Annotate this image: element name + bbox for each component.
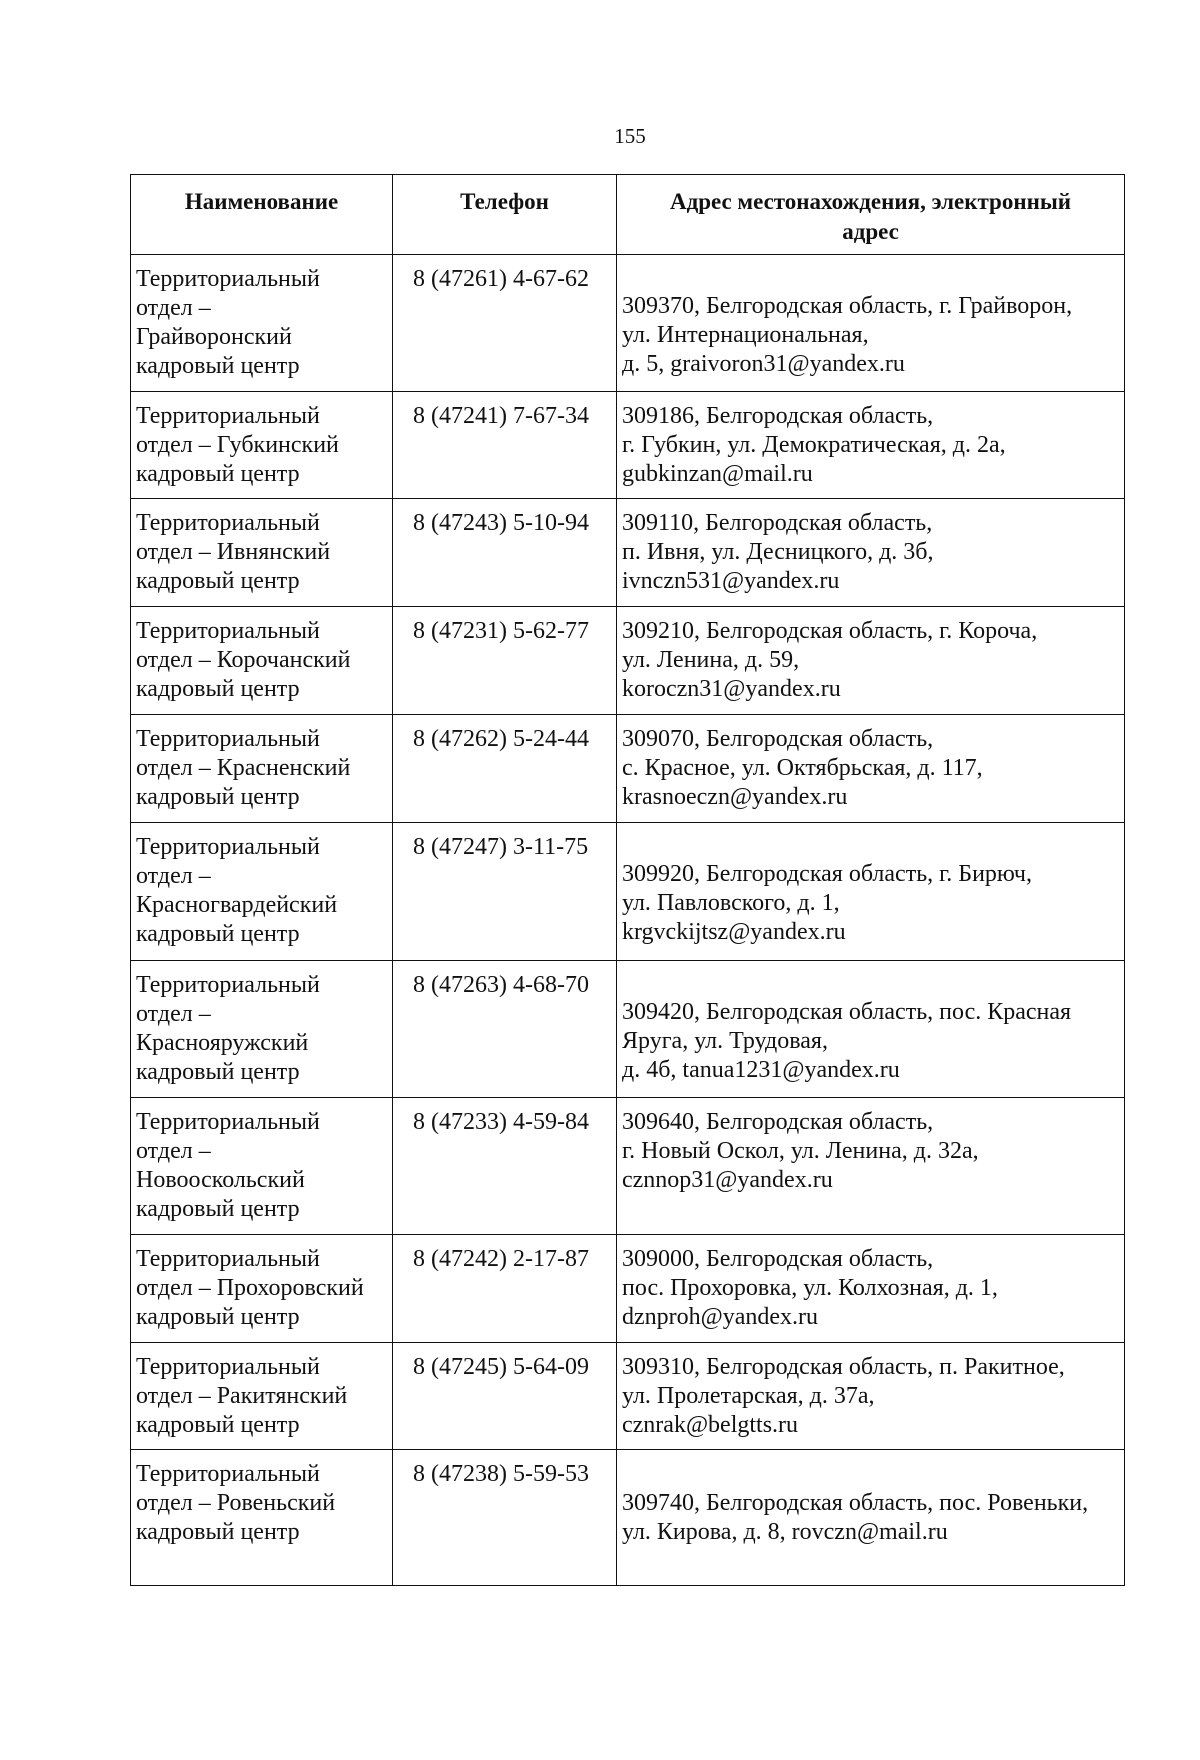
header-phone: Телефон	[393, 175, 617, 255]
office-address-line: 309110, Белгородская область,	[622, 510, 933, 536]
office-address-line: г. Губкин, ул. Демократическая, д. 2а,	[622, 432, 1006, 458]
office-name-line: Новооскольский	[136, 1167, 305, 1193]
office-phone: 8 (47238) 5-59-53	[393, 1450, 617, 1586]
office-name-line: Территориальный	[136, 1109, 320, 1135]
office-address-line: 309420, Белгородская область, пос. Красная	[622, 998, 1072, 1025]
office-name	[131, 1235, 393, 1343]
office-name-line: кадровый центр	[136, 353, 300, 379]
office-name-line: Территориальный	[136, 1461, 320, 1487]
office-address	[617, 255, 1125, 392]
office-address	[617, 961, 1125, 1098]
office-address-line: cznrak@belgtts.ru	[622, 1412, 799, 1438]
table-row	[131, 1235, 1125, 1343]
header-address	[617, 175, 1125, 255]
office-name-line: кадровый центр	[136, 1412, 300, 1438]
table-header-row	[131, 175, 1125, 255]
office-address-line: koroczn31@yandex.ru	[622, 676, 841, 702]
office-name	[131, 1343, 393, 1450]
office-phone: 8 (47261) 4-67-62	[393, 255, 617, 392]
office-address	[617, 392, 1125, 499]
header-address-line: Адрес местонахождения, электронный	[669, 189, 1072, 214]
table-row	[131, 961, 1125, 1098]
office-name-line: отдел –	[136, 863, 211, 889]
office-phone: 8 (47233) 4-59-84	[393, 1098, 617, 1235]
office-name-line: Красногвардейский	[136, 892, 338, 918]
table-row	[131, 392, 1125, 499]
office-name-line: Территориальный	[136, 403, 320, 429]
office-address-line: 309070, Белгородская область,	[622, 726, 934, 752]
table-row	[131, 1450, 1125, 1586]
office-phone: 8 (47247) 3-11-75	[393, 823, 617, 961]
office-name-line: отдел – Корочанский	[136, 647, 351, 673]
office-name-line: кадровый центр	[136, 1059, 300, 1085]
office-name	[131, 499, 393, 607]
office-name-line: Территориальный	[136, 834, 320, 860]
page-number: 155	[614, 124, 646, 148]
office-name-line: Территориальный	[136, 1354, 320, 1380]
office-name-line: Краснояружский	[136, 1030, 309, 1056]
office-address	[617, 499, 1125, 607]
office-name-line: Территориальный	[136, 618, 320, 644]
office-phone: 8 (47263) 4-68-70	[393, 961, 617, 1098]
office-address-line: ул. Кирова, д. 8, rovczn@mail.ru	[622, 1518, 948, 1545]
office-address	[617, 607, 1125, 715]
office-address-line: п. Ивня, ул. Десницкого, д. 3б,	[622, 539, 934, 565]
office-name-line: кадровый центр	[136, 784, 300, 810]
office-name	[131, 255, 393, 392]
office-name-line: отдел – Ракитянский	[136, 1383, 348, 1409]
table-row	[131, 1098, 1125, 1235]
office-address-line: 309370, Белгородская область, г. Грайворон,	[622, 292, 1073, 319]
office-name-line: Территориальный	[136, 1246, 320, 1272]
office-address-line: ул. Павловского, д. 1,	[622, 890, 840, 916]
office-name-line: Территориальный	[136, 510, 320, 536]
office-address-line: gubkinzan@mail.ru	[622, 461, 813, 487]
office-name	[131, 607, 393, 715]
office-phone: 8 (47243) 5-10-94	[393, 499, 617, 607]
office-address-line: dznproh@yandex.ru	[622, 1304, 819, 1330]
office-name	[131, 392, 393, 499]
office-address-line: cznnop31@yandex.ru	[622, 1167, 833, 1193]
office-address-line: 309186, Белгородская область,	[622, 403, 934, 429]
office-address-line: г. Новый Оскол, ул. Ленина, д. 32а,	[622, 1138, 979, 1164]
office-address	[617, 1235, 1125, 1343]
office-name-line: Территориальный	[136, 972, 320, 998]
office-address	[617, 1450, 1125, 1586]
office-address-line: ivnczn531@yandex.ru	[622, 568, 840, 594]
office-address-line: д. 5, graivoron31@yandex.ru	[622, 350, 905, 377]
territorial-offices-table	[130, 174, 1125, 1586]
office-address	[617, 823, 1125, 961]
office-name-line: отдел –	[136, 1001, 211, 1027]
office-address-line: krgvckijtsz@yandex.ru	[622, 919, 846, 945]
office-address-line: 309740, Белгородская область, пос. Ровеньки,	[622, 1489, 1089, 1516]
office-name-line: Грайворонский	[136, 324, 292, 350]
table-row	[131, 715, 1125, 823]
office-name-line: кадровый центр	[136, 921, 300, 947]
office-address-line: krasnoeczn@yandex.ru	[622, 784, 848, 810]
office-phone: 8 (47231) 5-62-77	[393, 607, 617, 715]
office-name-line: Территориальный	[136, 726, 320, 752]
office-address-line: д. 4б, tanua1231@yandex.ru	[622, 1056, 900, 1083]
office-name-line: отдел – Ивнянский	[136, 539, 331, 565]
office-name	[131, 1450, 393, 1586]
header-name: Наименование	[131, 175, 393, 255]
office-name-line: кадровый центр	[136, 461, 300, 487]
office-name-line: отдел – Красненский	[136, 755, 351, 781]
office-name-line: кадровый центр	[136, 1196, 300, 1222]
office-address	[617, 1098, 1125, 1235]
office-address-line: ул. Пролетарская, д. 37а,	[622, 1383, 875, 1409]
office-name-line: кадровый центр	[136, 1304, 300, 1330]
office-name-line: кадровый центр	[136, 676, 300, 702]
office-phone: 8 (47242) 2-17-87	[393, 1235, 617, 1343]
office-name-line: кадровый центр	[136, 568, 300, 594]
table-row	[131, 1343, 1125, 1450]
office-phone: 8 (47245) 5-64-09	[393, 1343, 617, 1450]
office-address-line: пос. Прохоровка, ул. Колхозная, д. 1,	[622, 1275, 998, 1301]
office-name	[131, 715, 393, 823]
office-address-line: ул. Ленина, д. 59,	[622, 647, 800, 673]
office-address-line: 309310, Белгородская область, п. Ракитное,	[622, 1354, 1065, 1380]
office-phone: 8 (47262) 5-24-44	[393, 715, 617, 823]
table-row	[131, 499, 1125, 607]
table-row	[131, 823, 1125, 961]
office-address-line: ул. Интернациональная,	[622, 321, 869, 348]
office-address-line: 309640, Белгородская область,	[622, 1109, 934, 1135]
office-name	[131, 1098, 393, 1235]
office-address-line: с. Красное, ул. Октябрьская, д. 117,	[622, 755, 983, 781]
office-address-line: Яруга, ул. Трудовая,	[622, 1027, 828, 1054]
office-address-line: 309920, Белгородская область, г. Бирюч,	[622, 861, 1032, 887]
office-name-line: отдел – Губкинский	[136, 432, 339, 458]
office-name-line: отдел – Прохоровский	[136, 1275, 364, 1301]
office-address	[617, 715, 1125, 823]
office-address	[617, 1343, 1125, 1450]
office-address-line: 309210, Белгородская область, г. Короча,	[622, 618, 1038, 644]
office-address-line: 309000, Белгородская область,	[622, 1246, 934, 1272]
office-name	[131, 961, 393, 1098]
office-name	[131, 823, 393, 961]
table-row	[131, 607, 1125, 715]
office-name-line: Территориальный	[136, 266, 320, 292]
table-row	[131, 255, 1125, 392]
header-address-line: адрес	[842, 219, 899, 244]
office-name-line: отдел –	[136, 295, 211, 321]
office-name-line: кадровый центр	[136, 1519, 300, 1545]
office-name-line: отдел – Ровеньский	[136, 1490, 336, 1516]
office-phone: 8 (47241) 7-67-34	[393, 392, 617, 499]
office-name-line: отдел –	[136, 1138, 211, 1164]
